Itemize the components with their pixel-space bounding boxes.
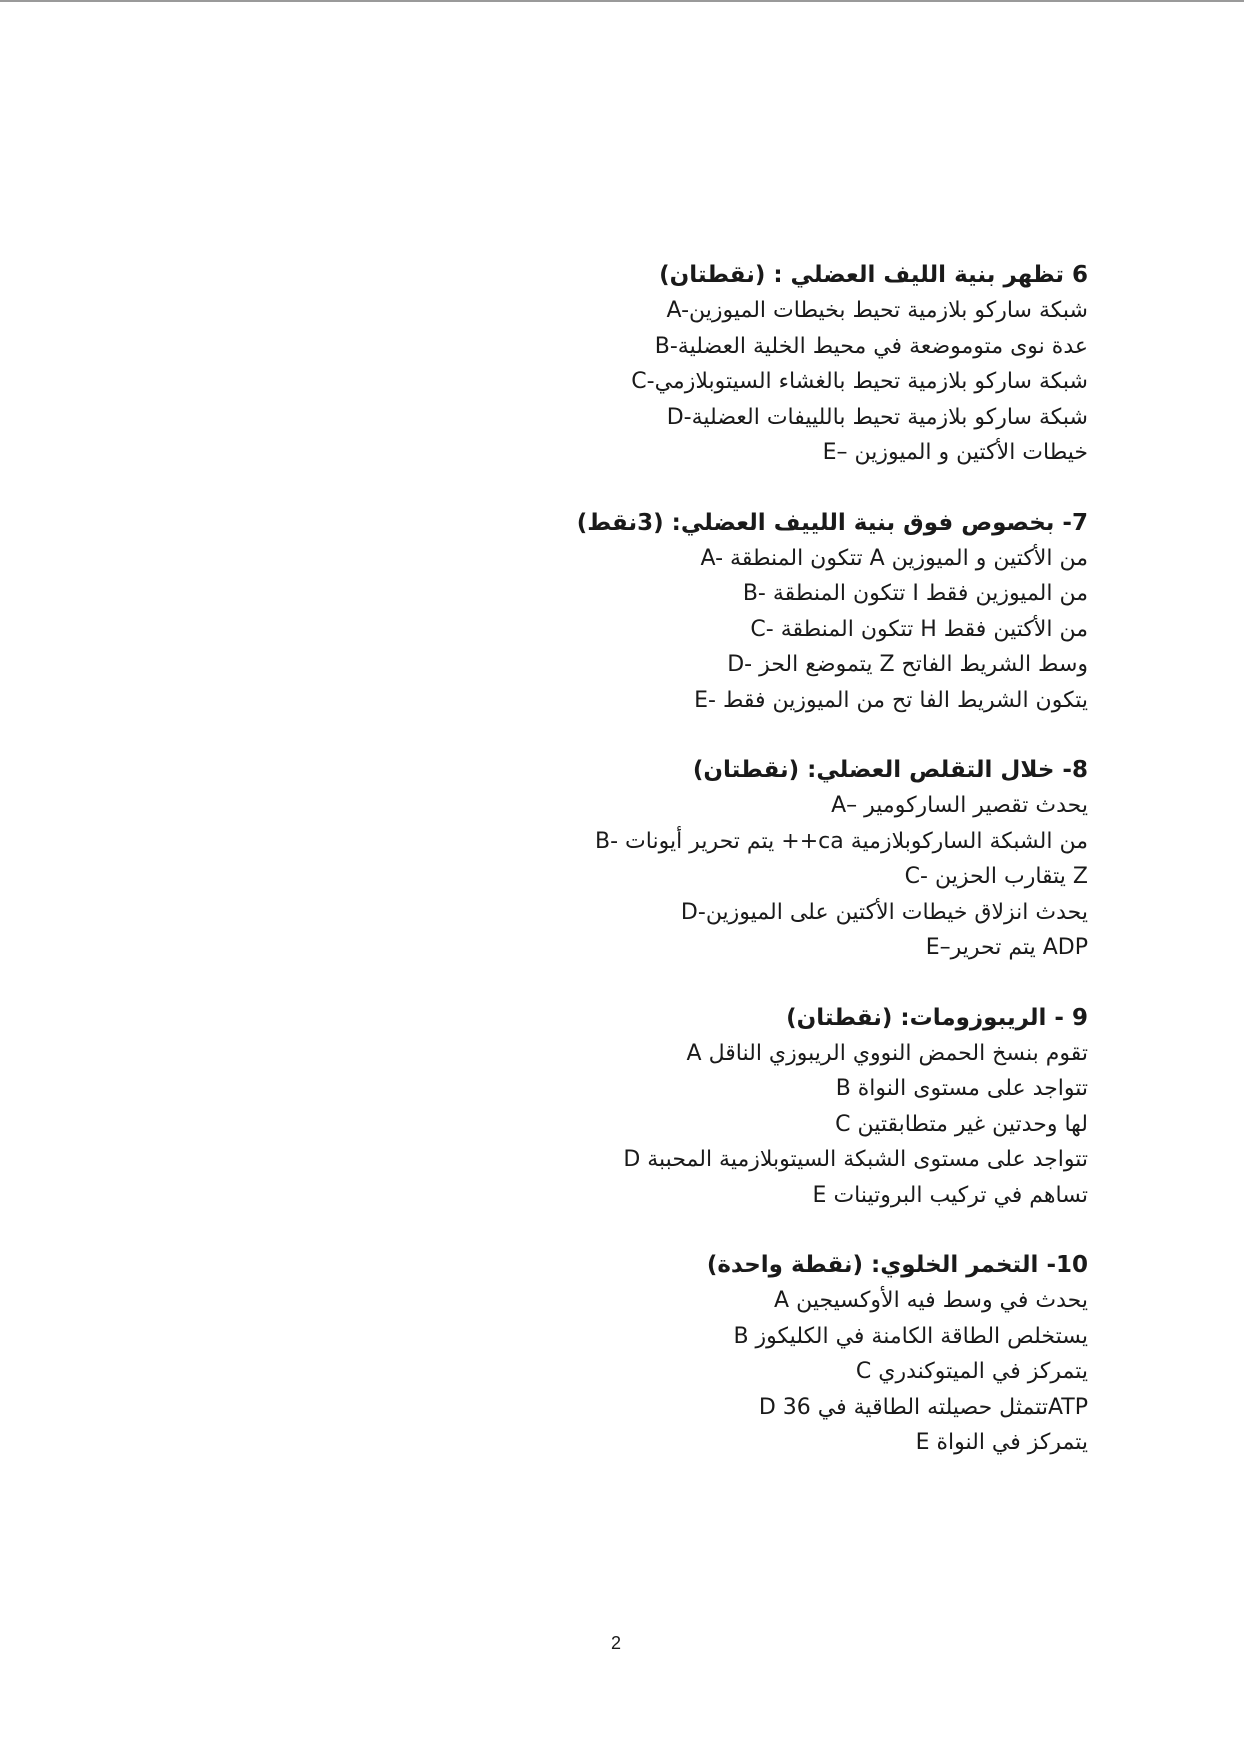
option-b: B- يتم تحرير أيونات ++ca من الشبكة الساركوبلازمية	[595, 828, 1088, 854]
question-title: 10- التخمر الخلوي: (نقطة واحدة)	[706, 1252, 1088, 1278]
option-c: C-شبكة ساركو بلازمية تحيط بالغشاء السيتوبلازمي	[631, 369, 1088, 394]
option-e: E–يتم تحرير ADP	[925, 935, 1088, 960]
option-b: B- تتكون المنطقة I من الميوزين فقط	[742, 581, 1088, 606]
option-c: C لها وحدتين غير متطابقتين	[835, 1111, 1088, 1137]
question-title: 6 تظهر بنية الليف العضلي : (نقطتان)	[659, 262, 1088, 288]
option-a: A- تتكون المنطقة A من الأكتين و الميوزين	[700, 545, 1088, 571]
option-b: B يستخلص الطاقة الكامنة في الكليكوز	[733, 1323, 1088, 1349]
question-10	[388, 1248, 1088, 1461]
option-a: A– يحدث تقصير الساركومير	[831, 793, 1088, 818]
option-e: E يتمركز في النواة	[915, 1430, 1088, 1455]
question-title: 9 - الريبوزومات: (نقطتان)	[786, 1004, 1088, 1031]
option-d: D تتمثل حصيلته الطاقية في 36ATP	[758, 1394, 1088, 1420]
option-e: E– خيطات الأكتين و الميوزين	[822, 440, 1088, 465]
question-9	[388, 1001, 1088, 1214]
option-d: D-يحدث انزلاق خيطات الأكتين على الميوزين	[680, 899, 1088, 925]
option-a: A يحدث في وسط فيه الأوكسيجين	[774, 1288, 1088, 1313]
option-c: C- تتكون المنطقة H من الأكتين فقط	[750, 616, 1088, 642]
exam-questions	[388, 258, 1088, 1496]
question-8	[388, 753, 1088, 966]
option-d: D- يتموضع الحز Z وسط الشريط الفاتح	[727, 652, 1088, 677]
question-title: 7- بخصوص فوق بنية اللييف العضلي: (3نقط)	[576, 509, 1088, 536]
page-top-edge	[0, 0, 1244, 2]
option-e: E- يتكون الشريط الفا تح من الميوزين فقط	[694, 687, 1088, 713]
option-c: C يتمركز في الميتوكندري	[855, 1359, 1088, 1384]
question-title: 8- خلال التقلص العضلي: (نقطتان)	[692, 757, 1088, 783]
option-d: D-شبكة ساركو بلازمية تحيط باللييفات العضلية	[666, 404, 1088, 430]
page-number: 2	[610, 1633, 621, 1653]
option-b: B-عدة نوى متوموضعة في محيط الخلية العضلية	[654, 333, 1088, 359]
option-a: A تقوم بنسخ الحمض النووي الريبوزي الناقل	[686, 1040, 1088, 1066]
option-c: C- يتقارب الحزين Z	[904, 864, 1088, 889]
option-b: B تتواجد على مستوى النواة	[835, 1076, 1088, 1101]
question-6	[388, 258, 1088, 471]
question-7	[388, 506, 1088, 719]
option-e: E تساهم في تركيب البروتينات	[812, 1182, 1088, 1208]
option-d: D تتواجد على مستوى الشبكة السيتوبلازمية المحببة	[623, 1147, 1088, 1172]
option-a: A-شبكة ساركو بلازمية تحيط بخيطات الميوزين	[666, 298, 1088, 323]
